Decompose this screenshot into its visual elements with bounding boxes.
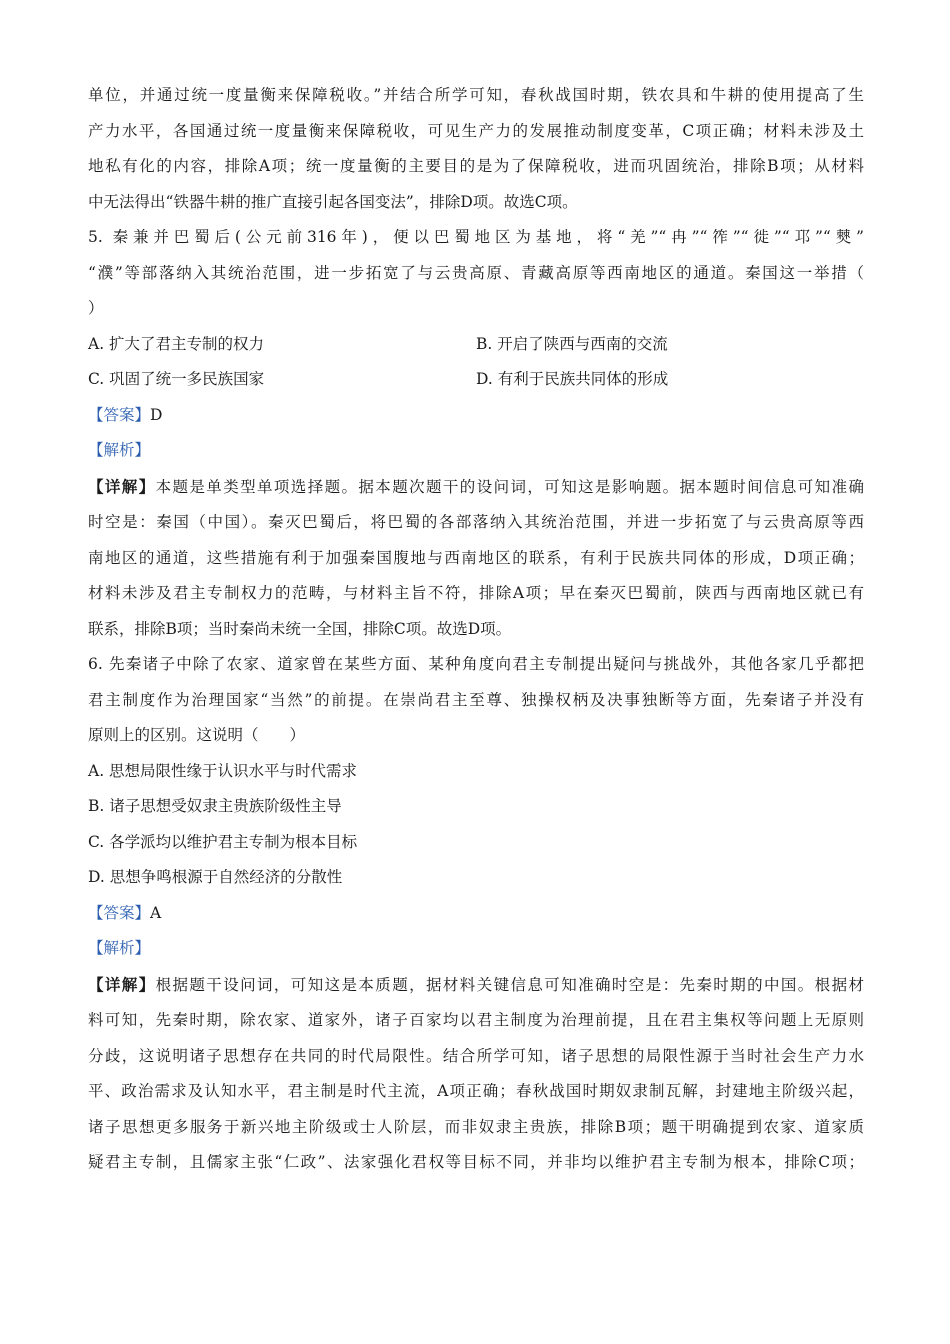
answer-line xyxy=(88,398,864,434)
answer-tag: 【答案】 xyxy=(88,405,151,424)
detail-tag: 【详解】 xyxy=(88,974,156,994)
option-b: B. 诸子思想受奴隶主贵族阶级性主导 xyxy=(88,797,342,815)
detail-tag: 【详解】 xyxy=(88,476,156,496)
text-line: 中无法得出“铁器牛耕的推广直接引起各国变法”，排除D项。故选C项。 xyxy=(88,192,578,211)
detail-line xyxy=(88,967,864,1004)
option-a: A. 思想局限性缘于认识水平与时代需求 xyxy=(88,761,358,780)
question-stem-line: 君主制度作为治理国家“当然”的前提。在崇尚君主至尊、独操权柄及决事独断等方面，先秦诸子并没有 xyxy=(88,690,864,709)
detail-line: 平、政治需求及认知水平，君主制是时代主流，A项正确；春秋战国时期奴隶制瓦解，封建地主阶级兴起， xyxy=(88,1082,864,1100)
option-row xyxy=(88,362,864,398)
text-line: 单位，并通过统一度量衡来保障税收。”并结合所学可知，春秋战国时期，铁农具和牛耕的使用提高了生 xyxy=(88,86,864,104)
question-stem-line: 5. 秦兼并巴蜀后(公元前316年)，便以巴蜀地区为基地，将“羌”“冉”“筰”“徙”“邛”“僰” xyxy=(88,228,864,246)
detail-line: 联系，排除B项；当时秦尚未统一全国，排除C项。故选D项。 xyxy=(88,619,512,638)
detail-text: 本题是单类型单项选择题。据本题次题干的设问词，可知这是影响题。据本题时间信息可知准确 xyxy=(155,477,864,496)
detail-line xyxy=(88,469,864,506)
option-a: A. 扩大了君主专制的权力 xyxy=(88,334,265,353)
option-d: D. 有利于民族共同体的形成 xyxy=(476,370,669,388)
question-5 xyxy=(88,220,864,647)
analysis-tag: 【解析】 xyxy=(88,441,151,459)
answer-line xyxy=(88,896,864,932)
detail-line: 材料未涉及君主专制权力的范畴，与材料主旨不符，排除A项；早在秦灭巴蜀前，陕西与西南地区就已有 xyxy=(88,584,864,602)
detail-line: 时空是：秦国（中国）。秦灭巴蜀后，将巴蜀的各部落纳入其统治范围，并进一步拓宽了与云贵高原等西 xyxy=(88,513,864,531)
detail-line: 南地区的通道，这些措施有利于加强秦国腹地与西南地区的联系，有利于民族共同体的形成，D项正确； xyxy=(88,548,864,567)
question-stem-line: ） xyxy=(88,299,104,317)
analysis-line xyxy=(88,433,864,469)
answer-value: A xyxy=(150,903,162,922)
text-line: 地私有化的内容，排除A项；统一度量衡的主要目的是为了保障税收，进而巩固统治，排除B项；从材料 xyxy=(88,157,864,175)
question-stem-line: 6. 先秦诸子中除了农家、道家曾在某些方面、某种角度向君主专制提出疑问与挑战外，其他各家几乎都把 xyxy=(88,655,864,673)
document-page xyxy=(88,78,864,1181)
question-stem-line: “濮”等部落纳入其统治范围，进一步拓宽了与云贵高原、青藏高原等西南地区的通道。秦国这一举措（ xyxy=(88,263,864,282)
option-d: D. 思想争鸣根源于自然经济的分散性 xyxy=(88,868,343,886)
analysis-line xyxy=(88,931,864,967)
text-line: 产力水平，各国通过统一度量衡来保障税收，可见生产力的发展推动制度变革，C项正确；材料未涉及土 xyxy=(88,121,864,140)
detail-text: 根据题干设问词，可知这是本质题，据材料关键信息可知准确时空是：先秦时期的中国。根据材 xyxy=(155,975,864,994)
answer-value: D xyxy=(150,405,163,424)
prev-explanation xyxy=(88,78,864,220)
detail-line: 料可知，先秦时期，除农家、道家外，诸子百家均以君主制度为治理前提，且在君主集权等问题上无原则 xyxy=(88,1011,864,1029)
detail-line: 疑君主专制，且儒家主张“仁政”、法家强化君权等目标不同，并非均以维护君主专制为根本，排除C项； xyxy=(88,1153,864,1171)
option-b: B. 开启了陕西与西南的交流 xyxy=(476,334,668,353)
question-6 xyxy=(88,647,864,1181)
option-c: C. 巩固了统一多民族国家 xyxy=(88,370,265,388)
question-stem-line: 原则上的区别。这说明（ ） xyxy=(88,726,306,744)
option-c: C. 各学派均以维护君主专制为根本目标 xyxy=(88,832,358,851)
option-row xyxy=(88,327,864,363)
answer-tag: 【答案】 xyxy=(88,903,151,922)
analysis-tag: 【解析】 xyxy=(88,939,151,957)
detail-line: 诸子思想更多服务于新兴地主阶级或士人阶层，而非奴隶主贵族，排除B项；题干明确提到农家、道家质 xyxy=(88,1117,864,1136)
detail-line: 分歧，这说明诸子思想存在共同的时代局限性。结合所学可知，诸子思想的局限性源于当时社会生产力水 xyxy=(88,1046,864,1065)
